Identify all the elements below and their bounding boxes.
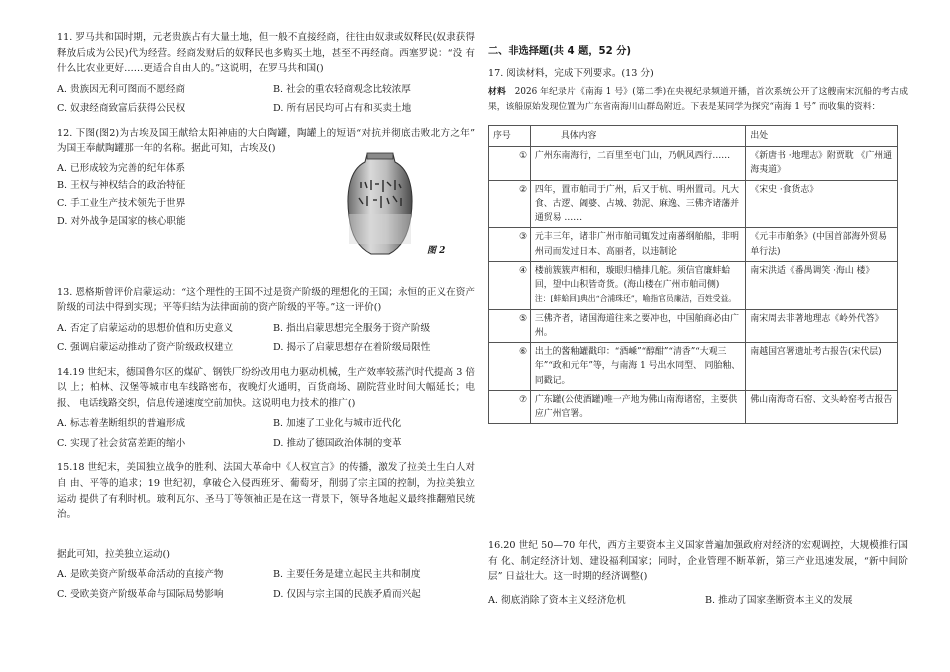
left-column [57,30,475,611]
row-content: 广东罐(公使酒罐)唯一产地为佛山南海诸窑，主要供应广州官署。 [530,390,745,424]
option-b: B. 主要任务是建立起民主共和制度 [273,569,421,581]
option-d: D. 推动了德国政治体制的变革 [273,437,402,449]
table-row [489,180,898,228]
option-c: C. 受欧美资产阶级革命与国际局势影响 [57,588,224,600]
row-number: ⑤ [489,309,531,343]
option-d: D. 仅因与宗主国的民族矛盾而兴起 [273,588,421,600]
options [57,567,475,602]
question-stem: 14.19 世纪末，德国鲁尔区的煤矿、钢铁厂纷纷改用电力驱动机械，生产效率较蒸汽时代提高 3 倍以 上；柏林、汉堡等城市电车线路密布，夜晚灯火通明，百货商场、剧院营业时间大幅延长；电报、 电话线路交织，信息传递速度空前加快。这说明电力技术的推广() [57,366,475,409]
option-c: C. 手工业生产技术领先于世界 [57,198,186,210]
row-content: 广州东南海行，二百里至屯门山，乃帆风西行…… [530,147,745,181]
row-number: ② [489,180,531,228]
header-no: 序号 [489,125,531,146]
header-source: 出处 [746,125,898,146]
row-source: 《宋史 ·食货志》 [746,180,898,228]
row-content: 四年，置市舶司于广州，后又于杭、明州置司。凡大食、古逻、阇婆、占城、勃泥、麻逸、三佛齐诸藩并通贸易 …… [530,180,745,228]
material-text: 2026 年纪录片《南海 1 号》(第二季)在央视纪录频道开播，首次系统公开了这艘南宋沉船的考古成果，该船原始发现位置为广东省南海川山群岛附近。下表是某同学为探究“南海 1 号” 而收集的资料： [488,87,908,113]
options [57,82,475,117]
option-b: B. 推动了国家垄断资本主义的发展 [705,594,853,606]
material-label: 材料 [488,87,506,98]
row-source: 南宋洪适《番禺调笑 ·海山 楼》 [746,261,898,309]
table-row [489,228,898,262]
option-c: C. 奴隶经商致富后获得公民权 [57,103,186,115]
row-content-cell [530,261,745,309]
question-11 [57,30,475,117]
row-source: 南宋周去非著地理志《岭外代答》 [746,309,898,343]
row-content: 元丰三年，诸非广州市舶司辄发过南蕃纲舶船，非明州司而发过日本、高丽者，以违制论 [530,228,745,262]
table-row [489,309,898,343]
question-lead: 据此可知，拉美独立运动() [57,548,171,560]
table-row [489,343,898,391]
option-b: B. 指出启蒙思想完全服务于资产阶级 [273,322,431,334]
question-stem: 11. 罗马共和国时期，元老贵族占有大量土地，但一般不直接经商，往往由奴隶或奴释民(奴隶获得 释放后成为公民)代为经营。经商发财后的奴释民也多购买土地，甚至不再经商。西塞罗说：“没 有什么比农业更好……更适合自由人的。”这说明，在罗马共和国() [57,32,475,75]
table-row [489,261,898,309]
question-12 [57,126,475,276]
options [488,593,908,609]
options [57,321,475,356]
right-column [488,44,908,424]
row-number: ④ [489,261,531,309]
option-c: C. 实现了社会贫富差距的缩小 [57,437,186,449]
header-content: 具体内容 [530,125,745,146]
option-a: A. 贵族因无利可图而不愿经商 [57,83,186,95]
row-number: ⑦ [489,390,531,424]
question-17-stem: 17. 阅读材料，完成下列要求。(13 分) [488,67,654,79]
question-stem: 13. 恩格斯曾评价启蒙运动：“这个理性的王国不过是资产阶级的理想化的王国；永恒的正义在资产 阶级的司法中得到实现；平等归结为法律面前的资产阶级的平等。”这一评价() [57,286,475,314]
row-source: 佛山南海奇石窑、文头岭窑考古报告 [746,390,898,424]
option-c: C. 强调启蒙运动推动了资产阶级政权建立 [57,342,234,354]
option-b: B. 社会的重农轻商观念比较浓厚 [273,83,411,95]
material-paragraph [488,85,908,116]
row-source: 南越国宫署遗址考古报告(宋代层) [746,343,898,391]
question-16 [488,538,908,608]
question-14 [57,365,475,452]
option-a: A. 否定了启蒙运动的思想价值和历史意义 [57,322,234,334]
table-header-row [489,125,898,146]
row-source: 《元丰市舶条》(中国首部海外贸易单行法) [746,228,898,262]
option-d: D. 揭示了启蒙思想存在着阶级局限性 [273,342,431,354]
row-content: 出土的酱釉罐戳印：“酒嵊”“醇酣”“清香”“大观三年”“政和元年”等，与南海 1 号出水同型、 同胎釉、同戳记。 [530,343,745,391]
question-stem: 12. 下图(图2)为古埃及国王献给太阳神庙的大白陶罐，陶罐上的短语“对抗并彻底击败北方之年” 为国王奉献陶罐那一年的名称。据此可知，古埃及() [57,127,475,155]
option-a: A. 已形成较为完善的纪年体系 [57,162,186,174]
row-content: 三佛齐者，诸国海道往来之要冲也，中国舶商必由广州。 [530,309,745,343]
egyptian-jar-image [345,150,415,258]
section-title: 二、非选择题(共 4 题，52 分) [488,46,632,57]
row-number: ⑥ [489,343,531,391]
question-stem: 16.20 世纪 50—70 年代，西方主要资本主义国家普遍加强政府对经济的宏观调控，大规模推行国有 化、制定经济计划、建设福利国家；同时，企业管理不断革新，第三产业迅速发展，“新中间阶层” 日益壮大。这一时期的经济调整() [488,540,908,583]
option-a: A. 标志着垄断组织的普遍形成 [57,418,186,430]
question-13 [57,285,475,356]
option-a: A. 是欧美资产阶级革命活动的直接产物 [57,569,224,581]
row-source: 《新唐书 ·地理志》附贾耽 《广州通海夷道》 [746,147,898,181]
option-d: D. 对外战争是国家的核心职能 [57,215,186,227]
option-a: A. 彻底消除了资本主义经济危机 [488,594,626,606]
row-number: ③ [489,228,531,262]
table-row [489,147,898,181]
question-stem: 15.18 世纪末，美国独立战争的胜利、法国大革命中《人权宣言》的传播，激发了拉美土生白人对自 由、平等的追求；19 世纪初，拿破仑入侵西班牙、葡萄牙，削弱了宗主国的控制，为拉美独立运动 提供了有利时机。玻利瓦尔、圣马丁等领袖正是在这一背景下，领导各地起义最终推翻殖民统治。 [57,462,475,521]
question-15 [57,460,475,602]
option-b: B. 加速了工业化与城市近代化 [273,418,402,430]
option-b: B. 王权与神权结合的政治特征 [57,180,186,192]
table-row [489,390,898,424]
option-d: D. 所有居民均可占有和买卖土地 [273,103,412,115]
source-table [488,125,898,425]
row-note: 注：[蚌蛤回]典出“合浦珠还”，喻指官员廉洁，百姓受益。 [534,294,737,304]
row-number: ① [489,147,531,181]
options [57,416,475,451]
row-content: 楼前簇簇声相和，璇眼归樯排几舵。须信官廉蚌蛤回，望中山积皆奇货。(海山楼在广州市舶司侧) [534,265,731,291]
figure-label: 图 2 [427,245,446,256]
